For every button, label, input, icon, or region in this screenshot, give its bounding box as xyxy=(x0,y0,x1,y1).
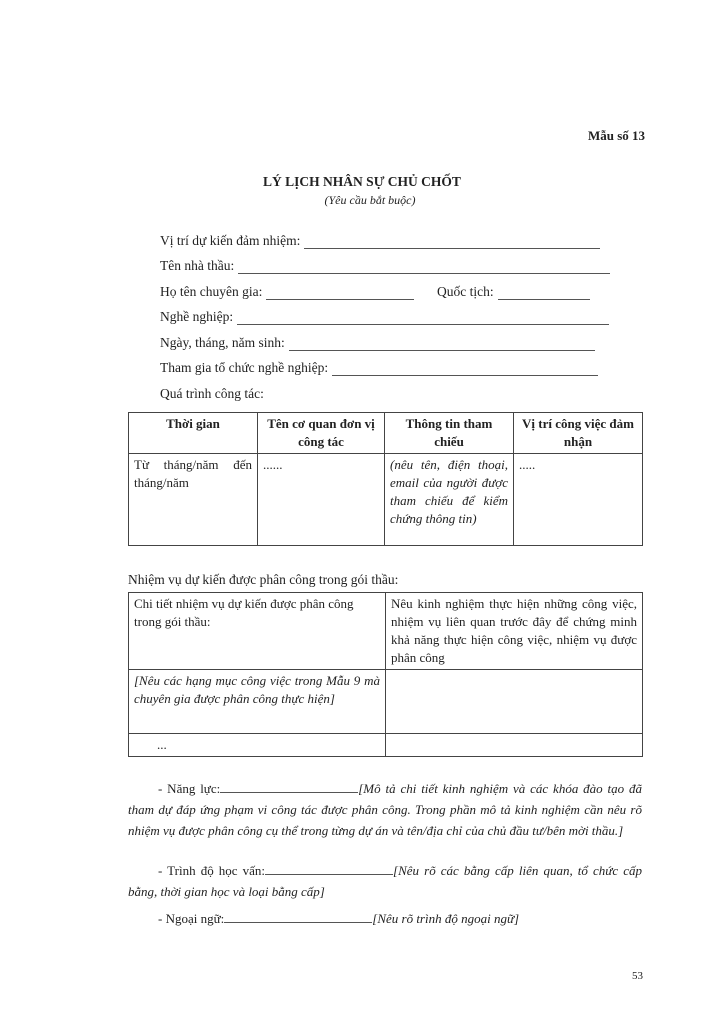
field-profession xyxy=(160,309,609,325)
field-position xyxy=(160,233,600,249)
field-professional-org xyxy=(160,360,598,376)
table-row xyxy=(129,454,643,546)
table-cell[interactable]: (nêu tên, điện thoại, email của người được tham chiếu để kiểm chứng thông tin) xyxy=(385,454,514,546)
work-history-table xyxy=(128,412,643,546)
duties-table xyxy=(128,592,643,757)
field-contractor-label: Tên nhà thầu: xyxy=(160,258,235,273)
field-birth-date-blank[interactable] xyxy=(289,338,595,351)
table-row xyxy=(129,734,643,757)
table-cell[interactable]: [Nêu các hạng mục công việc trong Mẫu 9 mà chuyên gia được phân công thực hiện] xyxy=(129,670,386,734)
table-cell: Nêu kinh nghiệm thực hiện những công việc, nhiệm vụ liên quan trước đây để chứng minh khả năng thực hiện công việc, nhiệm vụ được phân công xyxy=(386,593,643,670)
field-nationality xyxy=(437,284,590,300)
education-section xyxy=(128,860,642,902)
duties-heading xyxy=(128,572,398,588)
form-number: Mẫu số 13 xyxy=(588,128,646,143)
field-nationality-blank[interactable] xyxy=(498,287,590,300)
page-number: 53 xyxy=(632,970,643,982)
table-cell[interactable] xyxy=(386,670,643,734)
field-birth-date-label: Ngày, tháng, năm sinh: xyxy=(160,335,285,350)
table-cell[interactable]: ... xyxy=(129,734,386,757)
language-section xyxy=(128,908,642,929)
field-contractor xyxy=(160,258,610,274)
field-professional-org-label: Tham gia tổ chức nghề nghiệp: xyxy=(160,360,329,375)
field-profession-blank[interactable] xyxy=(237,312,609,325)
table-header-row xyxy=(129,413,643,454)
field-expert-name xyxy=(160,284,414,300)
education-label: - Trình độ học vấn: xyxy=(158,863,266,878)
capacity-blank[interactable] xyxy=(220,780,358,793)
field-profession-label: Nghề nghiệp: xyxy=(160,309,234,324)
language-blank[interactable] xyxy=(224,910,372,923)
field-nationality-label: Quốc tịch: xyxy=(437,284,494,299)
table-header: Thông tin tham chiếu xyxy=(385,413,514,454)
table-row xyxy=(129,593,643,670)
capacity-section xyxy=(128,778,642,841)
table-cell[interactable]: ..... xyxy=(514,454,643,546)
table-cell[interactable]: ...... xyxy=(258,454,385,546)
field-birth-date xyxy=(160,335,595,351)
education-blank[interactable] xyxy=(265,862,393,875)
field-position-blank[interactable] xyxy=(304,236,600,249)
capacity-label: - Năng lực: xyxy=(158,781,221,796)
table-header: Thời gian xyxy=(129,413,258,454)
table-header: Tên cơ quan đơn vị công tác xyxy=(258,413,385,454)
table-cell[interactable] xyxy=(386,734,643,757)
education-note: [Nêu rõ các bằng cấp liên quan, tổ chức cấp bằng, thời gian học và loại bằng cấp] xyxy=(128,863,643,899)
capacity-note: [Mô tả chi tiết kinh nghiệm và các khóa đào tạo đã tham dự đáp ứng phạm vi công tác được phân công. Trong phần mô tả kinh nghiệm cần nêu rõ nhiệm vụ được phân công cụ thể trong từng dự án và tên/địa chỉ của chủ đầu tư/bên mời thầu.] xyxy=(128,781,642,838)
field-contractor-blank[interactable] xyxy=(238,261,610,274)
field-work-history xyxy=(160,386,264,402)
document-subtitle: (Yêu cầu bắt buộc) xyxy=(324,193,416,207)
duties-heading-label: Nhiệm vụ dự kiến được phân công trong gói thầu: xyxy=(128,572,399,587)
table-cell[interactable]: Từ tháng/năm đến tháng/năm xyxy=(129,454,258,546)
field-position-label: Vị trí dự kiến đảm nhiệm: xyxy=(160,233,301,248)
table-cell: Chi tiết nhiệm vụ dự kiến được phân công trong gói thầu: xyxy=(129,593,386,670)
document-title: LÝ LỊCH NHÂN SỰ CHỦ CHỐT xyxy=(263,174,461,189)
field-expert-name-label: Họ tên chuyên gia: xyxy=(160,284,263,299)
field-expert-name-blank[interactable] xyxy=(266,287,414,300)
language-note: [Nêu rõ trình độ ngoại ngữ] xyxy=(372,911,520,926)
field-professional-org-blank[interactable] xyxy=(332,363,598,376)
table-header: Vị trí công việc đảm nhận xyxy=(514,413,643,454)
table-row xyxy=(129,670,643,734)
language-label: - Ngoại ngữ: xyxy=(158,911,225,926)
field-work-history-label: Quá trình công tác: xyxy=(160,386,264,401)
